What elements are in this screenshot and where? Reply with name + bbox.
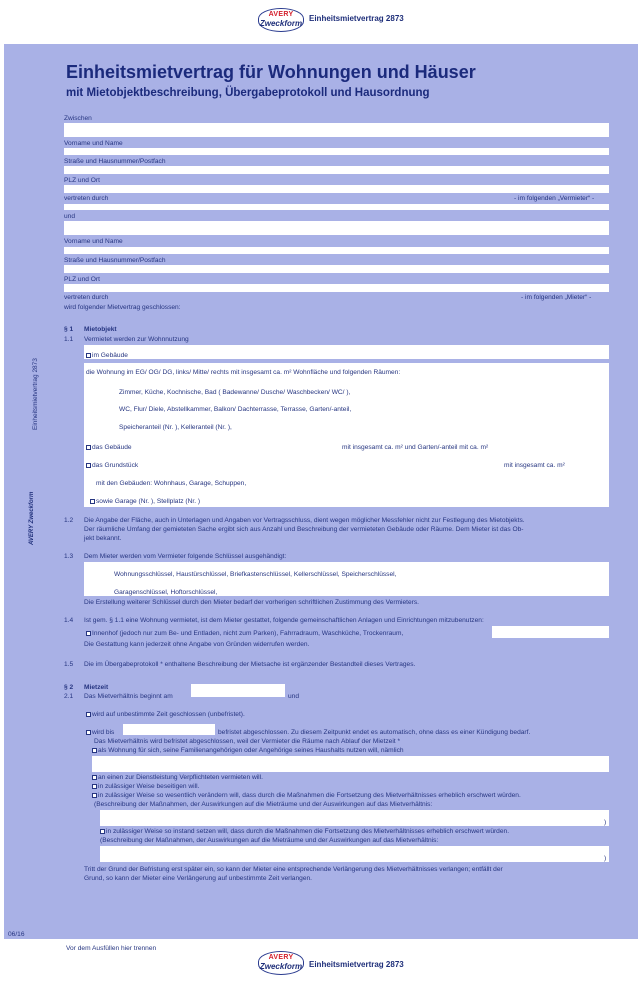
product-name: Einheitsmietvertrag 2873 [309, 960, 404, 969]
checkbox-icon[interactable] [92, 793, 97, 798]
p14-text: Ist gem. § 1.1 eine Wohnung vermietet, ist dem Mieter gestattet, folgende gemeinschaftlichen Anlagen und Einrichtungen mitzubenutzen: [84, 617, 484, 624]
p21-text: Das Mietverhältnis beginnt am [84, 693, 173, 700]
section1-num: § 1 [64, 326, 74, 333]
keys-line-2: Garagenschlüssel, Hoftorschlüssel, [114, 589, 218, 596]
label-tenant-street: Straße und Hausnummer/Postfach [64, 257, 166, 264]
repair-close-paren: ) [604, 855, 607, 862]
logo-zweckform-text: Zweckform [259, 962, 303, 971]
grundstueck-tail: mit insgesamt ca. m² [504, 462, 565, 469]
p13-num: 1.3 [64, 553, 74, 560]
section2-title: Mietzeit [84, 684, 109, 691]
label-tenant-name: Vorname und Name [64, 238, 123, 245]
change-desc-field[interactable] [100, 810, 609, 826]
p12-num: 1.2 [64, 517, 74, 524]
p15-num: 1.5 [64, 661, 74, 668]
p14-extra-field[interactable] [492, 626, 609, 638]
side-mini-logo: AVERY Zweckform [29, 491, 35, 545]
p12-line-3: jekt bekannt. [84, 535, 122, 542]
reason-repair[interactable] [100, 828, 509, 836]
garage-option[interactable] [90, 498, 200, 506]
reason-remove-label: in zulässiger Weise beseitigen will. [98, 783, 200, 790]
p11-num: 1.1 [64, 336, 74, 343]
label-vermieter: - im folgenden „Vermieter“ - [514, 195, 595, 202]
p21-num: 2.1 [64, 693, 74, 700]
p14-num: 1.4 [64, 617, 74, 624]
p14-options [86, 630, 403, 638]
contract-title: Einheitsmietvertrag für Wohnungen und Häuser [66, 62, 476, 82]
p12-line-1: Die Angabe der Fläche, auch in Unterlagen und Angaben vor Vertragsschluss, dient wegen möglicher Messfehler nicht zur Festlegung des Mietobjekts. [84, 517, 525, 524]
label-landlord-rep: vertreten durch [64, 195, 109, 202]
label-landlord-street: Straße und Hausnummer/Postfach [64, 158, 166, 165]
landlord-extra-field[interactable] [64, 204, 609, 210]
rooms-line-3: Speicheranteil (Nr. ), Kelleranteil (Nr. ), [119, 424, 232, 431]
logo-avery-text: AVERY [268, 954, 294, 961]
befristet-label-b: befristet abgeschlossen. Zu diesem Zeitpunkt endet es automatisch, ohne dass es einer Kündigung bedarf. [218, 729, 531, 736]
rooms-line-2: WC, Flur/ Diele, Abstellkammer, Balkon/ Dachterrasse, Terrasse, Garten/-anteil, [119, 406, 352, 413]
grundstueck-label: das Grundstück [92, 462, 139, 469]
befristet-option[interactable] [86, 729, 114, 737]
label-closing: wird folgender Mietvertrag geschlossen: [64, 304, 181, 311]
p15-text: Die im Übergabeprotokoll * enthaltene Beschreibung der Mietsache ist ergänzender Bestandteil dieses Vertrages. [84, 661, 416, 668]
contract-form [4, 44, 638, 939]
tenant-rep-field[interactable] [64, 284, 609, 292]
reason-own-use-label: als Wohnung für sich, seine Familienangehörigen oder Angehörige seines Haushalts nutzen will, nämlich [98, 747, 404, 754]
befristet-reason-intro: Das Mietverhältnis wird befristet abgeschlossen, weil der Vermieter die Räume nach Ablauf der Mietzeit * [94, 738, 401, 745]
end-date-field[interactable] [123, 724, 215, 735]
reason-change-desc: (Beschreibung der Maßnahmen, der Auswirkungen auf die Mieträume und der Auswirkungen auf das Mietverhältnis: [94, 801, 433, 808]
p13-text: Dem Mieter werden vom Vermieter folgende Schlüssel ausgehändigt: [84, 553, 287, 560]
section1-title: Mietobjekt [84, 326, 117, 333]
avery-zweckform-logo [258, 951, 304, 975]
tenant-street-field[interactable] [64, 247, 609, 254]
logo-avery-text: AVERY [268, 11, 294, 18]
reason-repair-desc: (Beschreibung der Maßnahmen, der Auswirkungen auf die Mieträume und der Auswirkungen auf das Mietverhältnis: [100, 837, 439, 844]
landlord-street-field[interactable] [64, 148, 609, 155]
checkbox-icon[interactable] [92, 775, 97, 780]
reason-service[interactable] [92, 774, 263, 782]
garage-label: sowie Garage (Nr. ), Stellplatz (Nr. ) [96, 498, 201, 505]
bottom-footer [0, 939, 642, 983]
checkbox-icon[interactable] [86, 463, 91, 468]
im-gebaeude-field[interactable] [84, 345, 609, 359]
p12-line-2: Der räumliche Umfang der gemieteten Sache ergibt sich aus Anzahl und Beschreibung der vermieteten Gebäude oder Räume. Dem Mieter ist das Ob- [84, 526, 524, 533]
section2-num: § 2 [64, 684, 74, 691]
reason-own-use[interactable] [92, 747, 404, 755]
change-close-paren: ) [604, 819, 607, 826]
label-tenant-rep: vertreten durch [64, 294, 109, 301]
im-gebaeude-option[interactable] [86, 352, 128, 360]
tenant-name-field[interactable] [64, 221, 609, 235]
checkbox-icon[interactable] [86, 353, 91, 358]
label-und: und [64, 213, 76, 220]
unbefristet-option[interactable] [86, 711, 245, 719]
p13-tail: Die Erstellung weiterer Schlüssel durch den Mieter bedarf der vorherigen schriftlichen Zustimmung des Vermieters. [84, 599, 419, 606]
befristet-label-a: wird bis [92, 729, 115, 736]
landlord-rep-field[interactable] [64, 185, 609, 193]
logo-zweckform-text: Zweckform [259, 19, 303, 28]
label-zwischen: Zwischen [64, 115, 92, 122]
p14-options-label: Innenhof (jedoch nur zum Be- und Entladen, nicht zum Parken), Fahrradraum, Waschküche, Trockenraum, [92, 630, 404, 637]
p21-und: und [288, 693, 300, 700]
top-header [0, 0, 642, 44]
final-line-2: Grund, so kann der Mieter eine Verlängerung auf unbestimmte Zeit verlangen. [84, 875, 312, 882]
checkbox-icon[interactable] [92, 748, 97, 753]
repair-desc-field[interactable] [100, 846, 609, 862]
checkbox-icon[interactable] [90, 499, 95, 504]
form-code: 06/16 [8, 931, 25, 938]
gebaeude-tail: mit insgesamt ca. m² und Garten/-anteil mit ca. m² [342, 444, 489, 451]
checkbox-icon[interactable] [86, 730, 91, 735]
label-tenant-city: PLZ und Ort [64, 276, 100, 283]
p11-text: Vermietet werden zur Wohnnutzung [84, 336, 189, 343]
reason-remove[interactable] [92, 783, 199, 791]
reason-service-label: an einen zur Dienstleistung Verpflichteten vermieten will. [98, 774, 263, 781]
landlord-name-field[interactable] [64, 123, 609, 137]
checkbox-icon[interactable] [100, 829, 105, 834]
gebaeude-option[interactable] [86, 444, 132, 452]
side-product-name: Einheitsmietvertrag 2873 [32, 358, 39, 430]
checkbox-icon[interactable] [86, 631, 91, 636]
reason-change[interactable] [92, 792, 521, 800]
wohnung-line: die Wohnung im EG/ OG/ DG, links/ Mitte/ rechts mit insgesamt ca. m² Wohnfläche und folgenden Räumen: [86, 369, 401, 376]
keys-line-1: Wohnungsschlüssel, Haustürschlüssel, Briefkastenschlüssel, Kellerschlüssel, Speicherschlüssel, [114, 571, 397, 578]
reason-repair-label: in zulässiger Weise so instand setzen will, dass durch die Maßnahmen die Fortsetzung des Mietverhältnisses erheblich erschwert würden. [106, 828, 510, 835]
im-gebaeude-label: im Gebäude [92, 352, 128, 359]
label-landlord-name: Vorname und Name [64, 140, 123, 147]
contract-subtitle: mit Mietobjektbeschreibung, Übergabeprotokoll und Hausordnung [66, 87, 430, 99]
final-line-1: Tritt der Grund der Befristung erst später ein, so kann der Mieter eine entsprechende Verlängerung des Mietverhältnisses verlangen; entfällt der [84, 866, 503, 873]
label-mieter: - im folgenden „Mieter“ - [521, 294, 592, 301]
grundstueck-option[interactable] [86, 462, 138, 470]
start-date-field[interactable] [191, 684, 285, 697]
checkbox-icon[interactable] [86, 445, 91, 450]
product-name: Einheitsmietvertrag 2873 [309, 14, 404, 23]
p14-tail: Die Gestattung kann jederzeit ohne Angabe von Gründen widerrufen werden. [84, 641, 310, 648]
rooms-line-1: Zimmer, Küche, Kochnische, Bad ( Badewanne/ Dusche/ Waschbecken/ WC/ ), [119, 389, 351, 396]
gebaeuden-line: mit den Gebäuden: Wohnhaus, Garage, Schuppen, [96, 480, 247, 487]
checkbox-icon[interactable] [86, 712, 91, 717]
checkbox-icon[interactable] [92, 784, 97, 789]
own-use-field[interactable] [92, 756, 609, 772]
gebaeude-label: das Gebäude [92, 444, 132, 451]
tenant-city-field[interactable] [64, 265, 609, 273]
landlord-city-field[interactable] [64, 166, 609, 174]
label-landlord-city: PLZ und Ort [64, 177, 100, 184]
cut-instruction: Vor dem Ausfüllen hier trennen [66, 945, 157, 952]
avery-zweckform-logo [258, 8, 304, 32]
reason-change-label: in zulässiger Weise so wesentlich verändern will, dass durch die Maßnahmen die Fortsetzung des Mietverhältnisses erheblich erschwert würden. [98, 792, 521, 799]
unbefristet-label: wird auf unbestimmte Zeit geschlossen (unbefristet). [92, 711, 245, 718]
